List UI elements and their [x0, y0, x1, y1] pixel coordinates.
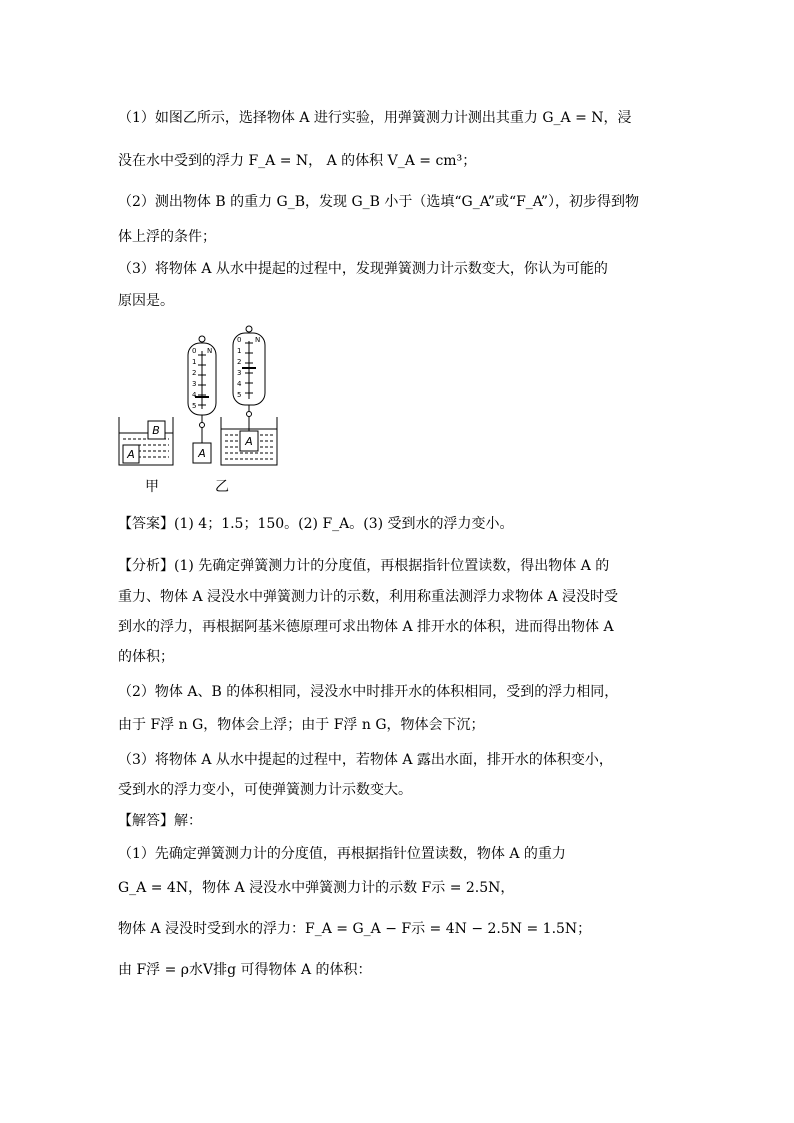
- question-line: 体上浮的条件；: [118, 229, 216, 245]
- analysis-line: （3）将物体 A 从水中提起的过程中，若物体 A 露出水面，排开水的体积变小，: [118, 752, 613, 768]
- svg-text:4: 4: [237, 380, 242, 388]
- svg-text:N: N: [207, 347, 213, 355]
- solution-heading: 【解答】解：: [118, 813, 202, 829]
- figure-label-left: 甲: [145, 479, 159, 495]
- analysis-line: （2）物体 A、B 的体积相同，浸没水中时排开水的体积相同，受到的浮力相同，: [118, 684, 619, 700]
- question-line: （1）如图乙所示，选择物体 A 进行实验，用弹簧测力计测出其重力 G_A = N，浸: [118, 110, 632, 126]
- solution-line: （1）先确定弹簧测力计的分度值，再根据指针位置读数，物体 A 的重力: [118, 846, 566, 862]
- svg-text:0: 0: [237, 336, 242, 344]
- question-line: 没在水中受到的浮力 F_A = N， A 的体积 V_A = cm³；: [118, 153, 477, 169]
- svg-text:B: B: [152, 424, 160, 437]
- block-b: [148, 421, 165, 439]
- svg-text:A: A: [198, 447, 206, 460]
- analysis-line: 到水的浮力，再根据阿基米德原理可求出物体 A 排开水的体积，进而得出物体 A: [118, 619, 614, 635]
- svg-text:N: N: [255, 336, 261, 344]
- svg-text:2: 2: [237, 358, 242, 366]
- analysis-line: 由于 F浮 n G，物体会上浮；由于 F浮 n G，物体会下沉；: [118, 717, 485, 733]
- solution-line: 由 F浮 = ρ水V排g 可得物体 A 的体积：: [118, 962, 372, 978]
- figure-label-right: 乙: [215, 479, 229, 495]
- analysis-line: 受到水的浮力变小，可使弹簧测力计示数变大。: [118, 782, 412, 798]
- solution-line: G_A = 4N，物体 A 浸没水中弹簧测力计的示数 F示 = 2.5N，: [118, 880, 515, 896]
- svg-text:5: 5: [192, 402, 197, 410]
- svg-text:1: 1: [237, 347, 242, 355]
- block-a-hanging: [193, 443, 211, 463]
- answer-line: 【答案】(1) 4；1.5；150。(2) F_A。(3) 受到水的浮力变小。: [118, 516, 514, 532]
- block-a-submerged: [240, 431, 258, 451]
- question-line: （3）将物体 A 从水中提起的过程中，发现弹簧测力计示数变大，你认为可能的: [118, 261, 608, 277]
- question-line: 原因是。: [118, 293, 174, 309]
- svg-text:1: 1: [192, 358, 197, 366]
- svg-text:2: 2: [192, 369, 197, 377]
- svg-text:0: 0: [192, 347, 197, 355]
- solution-line: 物体 A 浸没时受到水的浮力：F_A = G_A − F示 = 4N − 2.5N = 1.5N；: [118, 921, 592, 937]
- svg-text:5: 5: [237, 391, 242, 399]
- block-a-left: [123, 445, 139, 463]
- analysis-line: 重力、物体 A 浸没水中弹簧测力计的示数，利用称重法测浮力求物体 A 浸没时受: [118, 589, 619, 605]
- question-line: （2）测出物体 B 的重力 G_B，发现 G_B 小于（选填“G_A”或“F_A”），初步得到物: [118, 194, 640, 210]
- svg-text:A: A: [127, 448, 135, 461]
- svg-text:3: 3: [237, 369, 242, 377]
- svg-text:A: A: [245, 435, 253, 448]
- experiment-figure: [115, 325, 315, 475]
- svg-text:3: 3: [192, 380, 197, 388]
- analysis-line: 【分析】(1) 先确定弹簧测力计的分度值，再根据指针位置读数，得出物体 A 的: [118, 558, 610, 574]
- svg-text:4: 4: [192, 391, 197, 399]
- analysis-line: 的体积；: [118, 649, 174, 665]
